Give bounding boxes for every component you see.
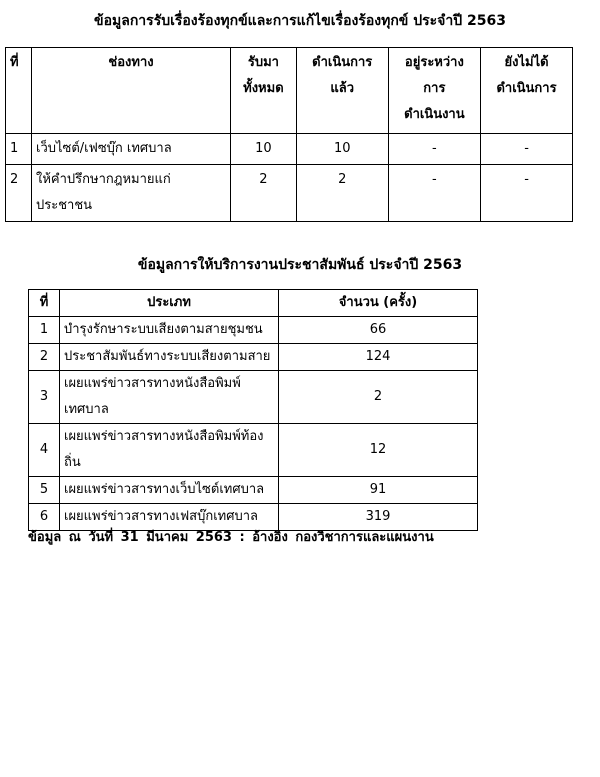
row-no: 6	[29, 504, 60, 531]
pr-title: ข้อมูลการให้บริการงานประชาสัมพันธ์ ประจำปี 2563	[137, 257, 463, 273]
header-in-progress	[388, 48, 480, 134]
header-done-line2: แล้ว	[330, 81, 355, 96]
header-not-started-line2: ดำเนินการ	[496, 81, 557, 96]
header-channel: ช่องทาง	[32, 48, 231, 134]
table-row	[29, 424, 478, 477]
row-type: เผยแพร่ข่าวสารทางเว็บไซต์เทศบาล	[60, 477, 279, 504]
row-no: 4	[29, 424, 60, 477]
row-type: เผยแพร่ข่าวสารทางเฟสบุ๊กเทศบาล	[60, 504, 279, 531]
header-done-line1: ดำเนินการ	[312, 55, 373, 70]
row-type: เผยแพร่ข่าวสารทางหนังสือพิมพ์เทศบาล	[60, 371, 279, 424]
row-type: ประชาสัมพันธ์ทางระบบเสียงตามสาย	[60, 344, 279, 371]
row-in-progress: -	[388, 165, 480, 222]
row-received: 10	[231, 134, 297, 165]
table-row	[29, 317, 478, 344]
header-not-started	[481, 48, 573, 134]
row-not-started: -	[481, 165, 573, 222]
row-no: 5	[29, 477, 60, 504]
header-done	[296, 48, 388, 134]
header-received	[231, 48, 297, 134]
pr-header-row	[29, 290, 478, 317]
data-source-note: ข้อมูล ณ วันที่ 31 มีนาคม 2563 : อ้างอิง กองวิชาการและแผนงาน	[28, 530, 434, 545]
row-count: 91	[279, 477, 478, 504]
complaints-table	[5, 47, 573, 222]
table-row	[6, 165, 573, 222]
row-no: 3	[29, 371, 60, 424]
row-no: 2	[6, 165, 32, 222]
row-channel	[32, 134, 231, 165]
table-row	[29, 344, 478, 371]
row-done: 2	[296, 165, 388, 222]
row-type: เผยแพร่ข่าวสารทางหนังสือพิมพ์ท้องถิ่น	[60, 424, 279, 477]
row-received: 2	[231, 165, 297, 222]
row-count: 319	[279, 504, 478, 531]
row-type: บำรุงรักษาระบบเสียงตามสายชุมชน	[60, 317, 279, 344]
complaints-title: ข้อมูลการรับเรื่องร้องทุกข์และการแก้ไขเรื่องร้องทุกข์ ประจำปี 2563	[94, 13, 506, 29]
header-count: จำนวน (ครั้ง)	[279, 290, 478, 317]
header-type: ประเภท	[60, 290, 279, 317]
table-row	[6, 134, 573, 165]
row-channel-line: ประชาชน	[36, 198, 93, 213]
header-received-line1: รับมา	[247, 55, 279, 70]
row-no: 1	[29, 317, 60, 344]
table-row	[29, 477, 478, 504]
header-no: ที่	[6, 48, 32, 134]
row-not-started: -	[481, 134, 573, 165]
row-channel-line: เว็บไซต์/เฟซบุ๊ก เทศบาล	[36, 141, 172, 156]
header-received-line2: ทั้งหมด	[243, 81, 284, 96]
header-not-started-line1: ยังไม่ได้	[504, 55, 549, 70]
header-in-progress-line3: ดำเนินงาน	[404, 107, 465, 122]
table-row	[29, 371, 478, 424]
row-no: 2	[29, 344, 60, 371]
header-no: ที่	[29, 290, 60, 317]
row-channel-line: ให้คำปรึกษากฎหมายแก่	[36, 172, 171, 187]
pr-table	[28, 289, 478, 531]
header-in-progress-line2: การ	[423, 81, 446, 96]
row-count: 2	[279, 371, 478, 424]
row-channel	[32, 165, 231, 222]
row-count: 12	[279, 424, 478, 477]
row-in-progress: -	[388, 134, 480, 165]
row-count: 66	[279, 317, 478, 344]
row-done: 10	[296, 134, 388, 165]
complaints-header-row	[6, 48, 573, 134]
row-count: 124	[279, 344, 478, 371]
header-in-progress-line1: อยู่ระหว่าง	[404, 55, 464, 70]
row-no: 1	[6, 134, 32, 165]
